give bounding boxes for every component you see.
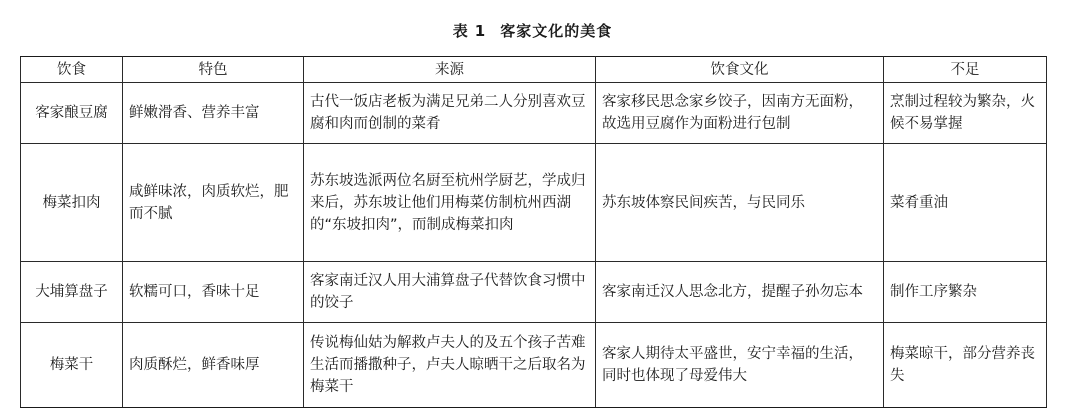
header-feature: 特色 [123, 57, 304, 83]
cell-shortcoming: 烹制过程较为繁杂，火候不易掌握 [884, 83, 1047, 144]
cell-origin: 古代一饭店老板为满足兄弟二人分别喜欢豆腐和肉而创制的菜肴 [304, 83, 596, 144]
caption-title: 客家文化的美食 [500, 22, 613, 40]
table-header-row [21, 57, 1047, 83]
cell-culture: 苏东坡体察民间疾苦，与民同乐 [596, 144, 884, 262]
hakka-food-table [20, 56, 1047, 408]
cell-feature: 软糯可口，香味十足 [123, 262, 304, 323]
table-row [21, 83, 1047, 144]
table-caption [0, 20, 1065, 41]
cell-origin: 传说梅仙姑为解救卢夫人的及五个孩子苦难生活而播撒种子，卢夫人晾晒干之后取名为梅菜干 [304, 323, 596, 408]
table-row [21, 323, 1047, 408]
cell-origin: 苏东坡选派两位名厨至杭州学厨艺，学成归来后，苏东坡让他们用梅菜仿制杭州西湖的“东坡扣肉”，而制成梅菜扣肉 [304, 144, 596, 262]
cell-food-name: 客家酿豆腐 [21, 83, 123, 144]
caption-number: 1 [474, 22, 487, 40]
cell-food-name: 梅菜干 [21, 323, 123, 408]
cell-food-name: 大埔算盘子 [21, 262, 123, 323]
header-origin: 来源 [304, 57, 596, 83]
cell-food-name: 梅菜扣肉 [21, 144, 123, 262]
table-row [21, 144, 1047, 262]
cell-feature: 肉质酥烂，鲜香味厚 [123, 323, 304, 408]
cell-culture: 客家南迁汉人思念北方，提醒子孙勿忘本 [596, 262, 884, 323]
caption-label: 表 [452, 22, 469, 40]
cell-shortcoming: 制作工序繁杂 [884, 262, 1047, 323]
header-food: 饮食 [21, 57, 123, 83]
table-row [21, 262, 1047, 323]
header-culture: 饮食文化 [596, 57, 884, 83]
cell-feature: 咸鲜味浓，肉质软烂，肥而不腻 [123, 144, 304, 262]
header-shortcoming: 不足 [884, 57, 1047, 83]
cell-culture: 客家移民思念家乡饺子，因南方无面粉，故选用豆腐作为面粉进行包制 [596, 83, 884, 144]
cell-origin: 客家南迁汉人用大浦算盘子代替饮食习惯中的饺子 [304, 262, 596, 323]
cell-feature: 鲜嫩滑香、营养丰富 [123, 83, 304, 144]
cell-shortcoming: 菜肴重油 [884, 144, 1047, 262]
cell-culture: 客家人期待太平盛世，安宁幸福的生活，同时也体现了母爱伟大 [596, 323, 884, 408]
cell-shortcoming: 梅菜晾干，部分营养丧失 [884, 323, 1047, 408]
